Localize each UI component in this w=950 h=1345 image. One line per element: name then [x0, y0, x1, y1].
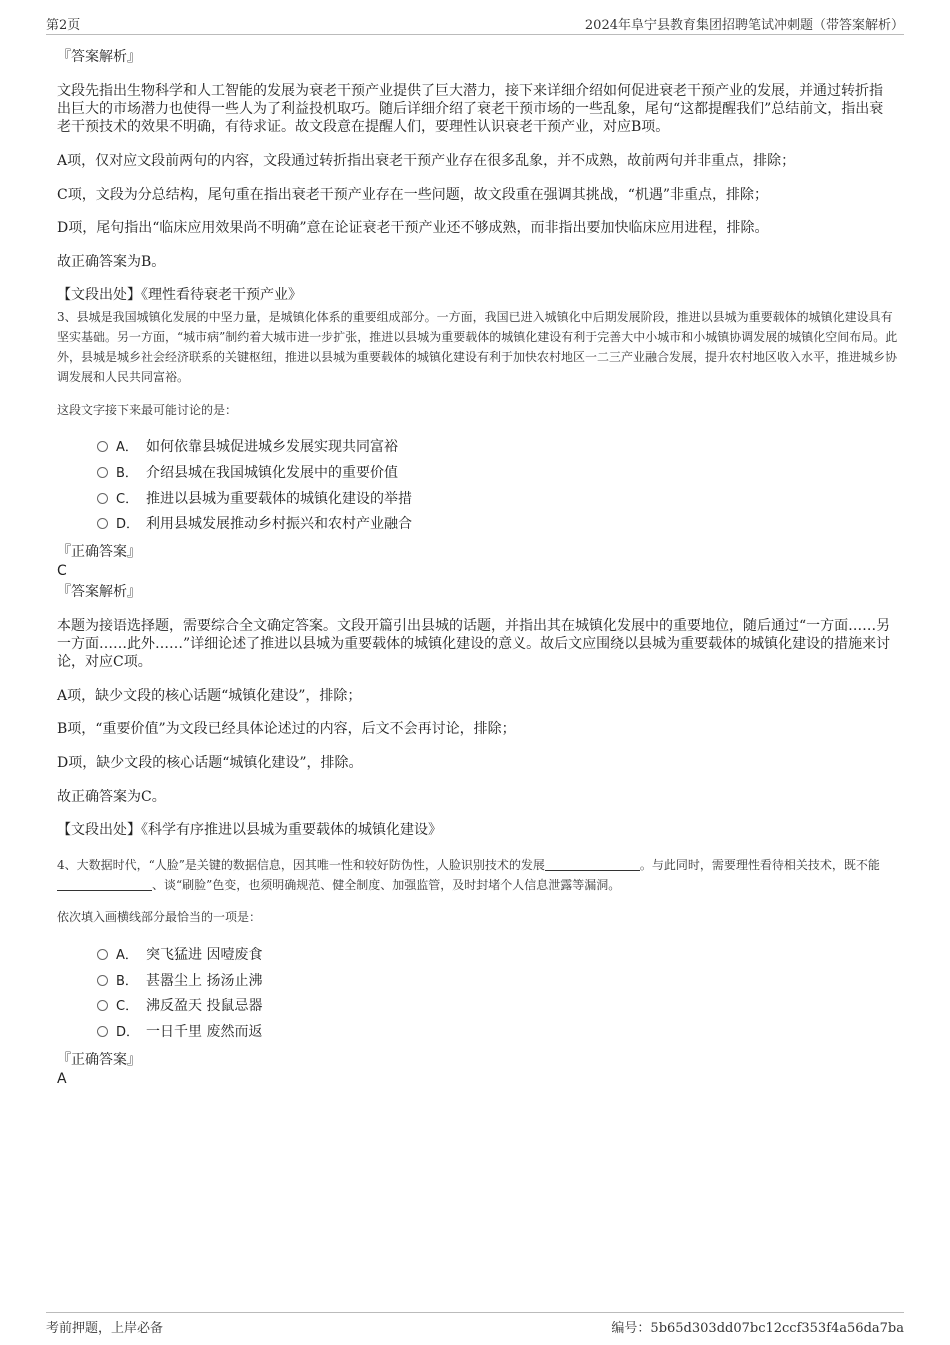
q4-answer: A — [57, 1071, 67, 1087]
q3-option-d-explanation: D项，缺少文段的核心话题“城镇化建设”，排除。 — [57, 755, 363, 771]
q3-option-a-explanation: A项，缺少文段的核心话题“城镇化建设”，排除； — [57, 688, 362, 704]
page-number: 第2页 — [46, 18, 81, 33]
q3-option-b[interactable] — [97, 464, 398, 483]
radio-icon[interactable] — [97, 1000, 108, 1011]
q4-option-d[interactable] — [97, 1023, 262, 1042]
radio-icon[interactable] — [97, 467, 108, 478]
q2-option-a-explanation: A项，仅对应文段前两句的内容，文段通过转折指出衰老干预产业存在很多乱象，并不成熟，故前两句并非重点，排除； — [57, 153, 796, 169]
option-letter: C． — [116, 492, 139, 507]
q3-option-d[interactable] — [97, 515, 412, 534]
q3-option-b-explanation: B项，“重要价值”为文段已经具体论述过的内容，后文不会再讨论，排除； — [57, 721, 516, 737]
q3-option-a[interactable] — [97, 438, 398, 457]
q4-option-c[interactable] — [97, 997, 262, 1016]
option-text: 如何依靠县城促进城乡发展实现共同富裕 — [146, 439, 398, 455]
document-id: 编号：5b65d303dd07bc12ccf353f4a56da7ba — [611, 1321, 904, 1336]
radio-icon[interactable] — [97, 1026, 108, 1037]
option-letter: B． — [116, 974, 138, 989]
document-title: 2024年阜宁县教育集团招聘笔试冲刺题（带答案解析） — [584, 18, 904, 33]
option-text: 利用县城发展推动乡村振兴和农村产业融合 — [146, 516, 412, 532]
q3-answer: C — [57, 563, 67, 579]
option-text: 沸反盈天 投鼠忌器 — [146, 998, 263, 1014]
q4-option-b[interactable] — [97, 972, 262, 991]
q4-text-part-3: 、谈“刷脸”色变，也须明确规范、健全制度、加强监管，及时封堵个人信息泄露等漏洞。 — [152, 878, 621, 892]
option-text: 介绍县城在我国城镇化发展中的重要价值 — [146, 465, 398, 481]
option-letter: C． — [116, 999, 139, 1014]
option-letter: D． — [116, 1025, 140, 1040]
option-text: 一日千里 废然而返 — [146, 1024, 263, 1040]
option-text: 推进以县城为重要载体的城镇化建设的举措 — [146, 491, 412, 507]
q4-prompt: 依次填入画横线部分最恰当的一项是： — [57, 910, 262, 924]
q2-source: 【文段出处】《理性看待衰老干预产业》 — [57, 287, 302, 303]
q4-text-part-2: 。与此同时，需要理性看待相关技术，既不能 — [639, 858, 880, 872]
radio-icon[interactable] — [97, 518, 108, 529]
q3-prompt: 这段文字接下来最可能讨论的是： — [57, 403, 238, 417]
q4-option-a[interactable] — [97, 946, 262, 965]
radio-icon[interactable] — [97, 441, 108, 452]
page-footer — [46, 1312, 904, 1337]
option-text: 突飞猛进 因噎废食 — [146, 947, 263, 963]
q3-analysis-text: 本题为接语选择题，需要综合全文确定答案。文段开篇引出县城的话题，并指出其在城镇化发展中的重要地位，随后通过“一方面……另一方面……此外……”详细论述了推进以县城为重要载体的城镇化建设的意义。故后文应围绕以县城为重要载体的城镇化建设的措施来讨论，对应C项。 — [57, 618, 891, 670]
q3-option-c[interactable] — [97, 490, 412, 509]
q3-conclusion: 故正确答案为C。 — [57, 789, 166, 805]
q3-question-text: 3、县城是我国城镇化发展的中坚力量，是城镇化体系的重要组成部分。一方面，我国已进入城镇化中后期发展阶段，推进以县城为重要载体的城镇化建设具有坚实基础。另一方面，“城市病”制约着大城市进一步扩张，推进以县城为重要载体的城镇化建设有利于完善大中小城市和小城镇协调发展的城镇化空间布局。此外，县城是城乡社会经济联系的关键枢纽，推进以县城为重要载体的城镇化建设有利于加快农村地区一二三产业融合发展，提升农村地区收入水平，推进城乡协调发展和人民共同富裕。 — [57, 310, 898, 384]
q3-answer-label: 『正确答案』 — [57, 544, 141, 560]
option-letter: B． — [116, 466, 138, 481]
q2-analysis-text: 文段先指出生物科学和人工智能的发展为衰老干预产业提供了巨大潜力，接下来详细介绍如何促进衰老干预产业的发展，并通过转折指出巨大的市场潜力也使得一些人为了利益投机取巧。随后详细介绍了衰老干预市场的一些乱象，尾句“这都提醒我们”总结前文，指出衰老干预技术的效果不明确，有待求证。故文段意在提醒人们，要理性认识衰老干预产业，对应B项。 — [57, 83, 884, 135]
radio-icon[interactable] — [97, 493, 108, 504]
q2-analysis-label: 『答案解析』 — [57, 49, 141, 65]
q2-option-c-explanation: C项，文段为分总结构，尾句重在指出衰老干预产业存在一些问题，故文段重在强调其挑战，“机遇”非重点，排除； — [57, 187, 769, 203]
q2-option-d-explanation: D项，尾句指出“临床应用效果尚不明确”意在论证衰老干预产业还不够成熟，而非指出要加快临床应用进程，排除。 — [57, 220, 769, 236]
q4-blank-2 — [57, 878, 152, 891]
radio-icon[interactable] — [97, 975, 108, 986]
q4-text-part-1: 4、大数据时代，“人脸”是关键的数据信息，因其唯一性和较好防伪性，人脸识别技术的发展 — [57, 858, 545, 872]
option-letter: A． — [116, 948, 138, 963]
q4-blank-1 — [545, 858, 640, 871]
q4-question-text — [57, 855, 902, 895]
q2-conclusion: 故正确答案为B。 — [57, 254, 166, 270]
footer-slogan: 考前押题，上岸必备 — [46, 1321, 164, 1336]
q3-analysis-label: 『答案解析』 — [57, 584, 141, 600]
option-text: 甚嚣尘上 扬汤止沸 — [146, 973, 263, 989]
radio-icon[interactable] — [97, 949, 108, 960]
option-letter: D． — [116, 517, 140, 532]
option-letter: A． — [116, 440, 138, 455]
page-header — [46, 14, 904, 35]
q3-source: 【文段出处】《科学有序推进以县城为重要载体的城镇化建设》 — [57, 822, 442, 838]
q4-answer-label: 『正确答案』 — [57, 1052, 141, 1068]
